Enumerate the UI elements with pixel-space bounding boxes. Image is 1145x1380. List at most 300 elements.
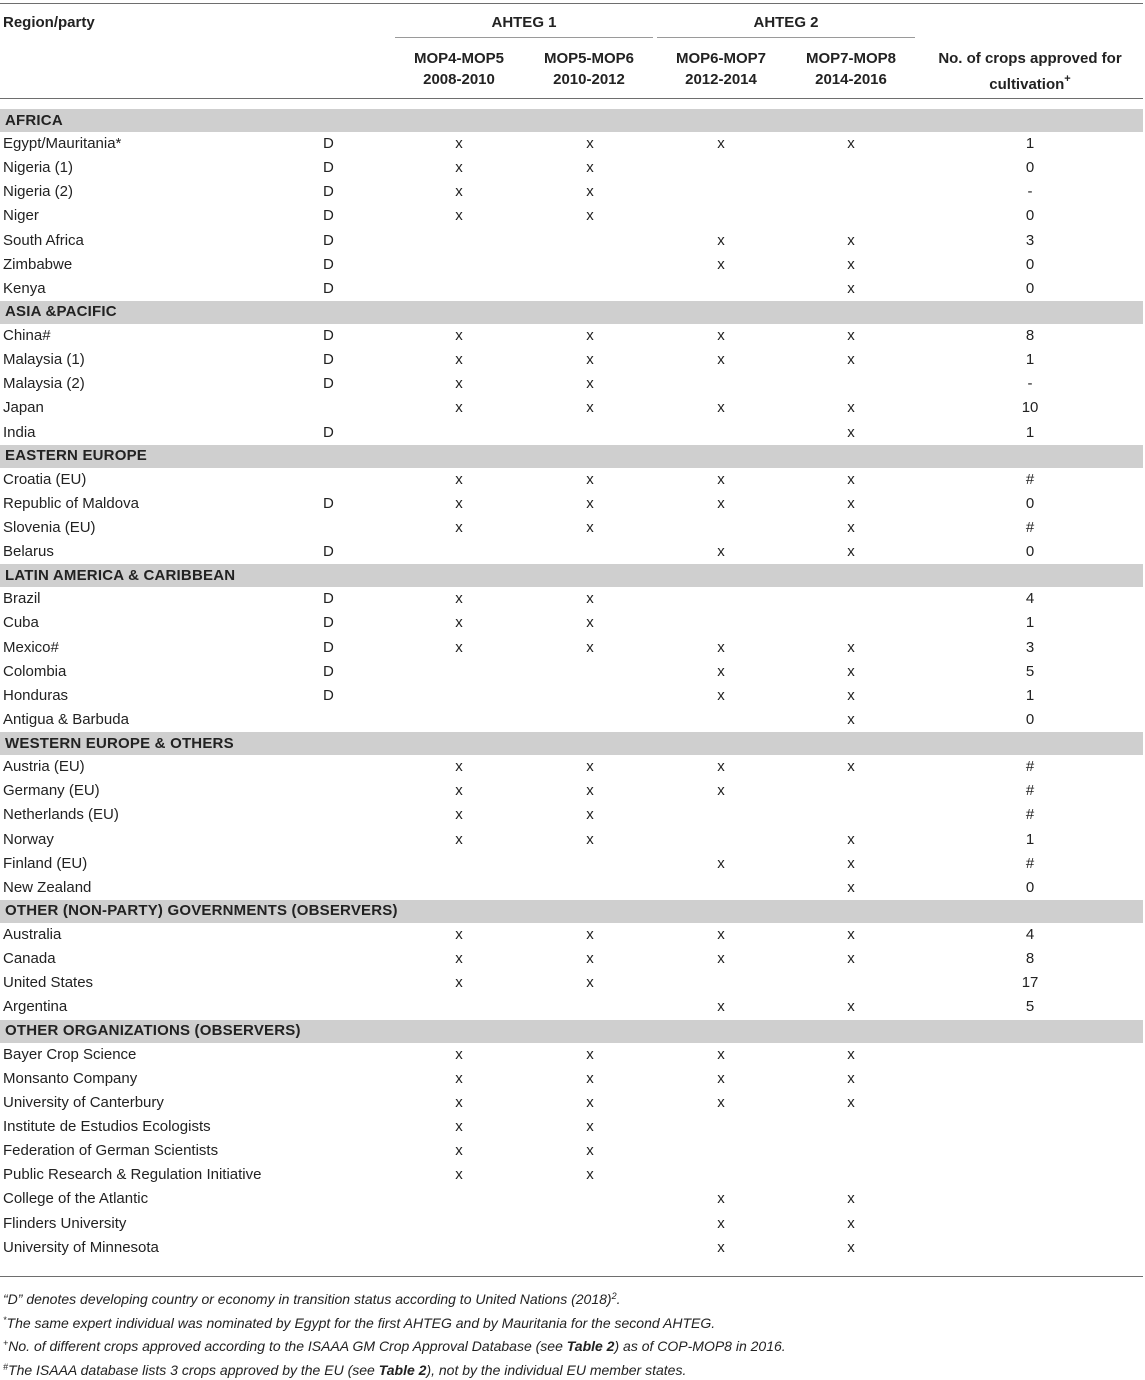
participation-mark-cell <box>395 876 523 900</box>
participation-mark-cell <box>785 372 917 396</box>
developing-status-cell: D <box>323 180 395 204</box>
table-row <box>0 396 1143 420</box>
participation-mark-cell: x <box>523 971 657 995</box>
header-col2-line2: 2010-2012 <box>525 69 653 90</box>
section-header-row <box>0 109 1143 132</box>
participation-mark-cell <box>785 1115 917 1139</box>
party-name-cell: Malaysia (1) <box>0 348 323 372</box>
participation-mark-cell <box>657 708 785 732</box>
party-name-cell: University of Minnesota <box>0 1236 323 1260</box>
crops-approved-cell: 1 <box>917 611 1143 635</box>
participation-mark-cell <box>657 971 785 995</box>
table-row <box>0 995 1143 1019</box>
party-name-cell: Australia <box>0 923 323 947</box>
participation-mark-cell <box>657 180 785 204</box>
header-region-party: Region/party <box>3 14 95 31</box>
participation-mark-cell <box>657 1115 785 1139</box>
table-row <box>0 1187 1143 1211</box>
participation-mark-cell: x <box>395 156 523 180</box>
section-header-row <box>0 732 1143 755</box>
participation-mark-cell: x <box>657 1043 785 1067</box>
participation-mark-cell: x <box>785 540 917 564</box>
section-title: WESTERN EUROPE & OTHERS <box>0 732 1143 755</box>
crops-approved-cell: - <box>917 180 1143 204</box>
participation-mark-cell: x <box>395 372 523 396</box>
party-name-cell: New Zealand <box>0 876 323 900</box>
participation-mark-cell: x <box>785 828 917 852</box>
party-name-cell: Croatia (EU) <box>0 468 323 492</box>
participation-mark-cell <box>785 156 917 180</box>
crops-approved-cell: 3 <box>917 636 1143 660</box>
participation-mark-cell: x <box>785 421 917 445</box>
crops-approved-cell: # <box>917 468 1143 492</box>
participation-mark-cell: x <box>785 755 917 779</box>
participation-mark-cell <box>785 1163 917 1187</box>
participation-mark-cell: x <box>523 372 657 396</box>
participation-mark-cell: x <box>523 779 657 803</box>
participation-mark-cell: x <box>523 803 657 827</box>
table-row <box>0 516 1143 540</box>
header-col2-line1: MOP5-MOP6 <box>525 48 653 69</box>
crops-approved-cell: 1 <box>917 132 1143 156</box>
header-crops-cultivation: cultivation <box>989 76 1064 93</box>
participation-mark-cell: x <box>657 636 785 660</box>
party-name-cell: Niger <box>0 204 323 228</box>
participation-mark-cell: x <box>657 660 785 684</box>
participation-mark-cell: x <box>785 876 917 900</box>
party-name-cell: Cuba <box>0 611 323 635</box>
participation-mark-cell: x <box>657 324 785 348</box>
participation-mark-cell: x <box>395 132 523 156</box>
participation-mark-cell: x <box>657 947 785 971</box>
participation-mark-cell <box>785 204 917 228</box>
developing-status-cell <box>323 828 395 852</box>
participation-mark-cell: x <box>657 396 785 420</box>
participation-mark-cell <box>657 372 785 396</box>
participation-mark-cell <box>395 1211 523 1235</box>
party-name-cell: India <box>0 421 323 445</box>
developing-status-cell: D <box>323 684 395 708</box>
developing-status-cell <box>323 803 395 827</box>
participation-mark-cell: x <box>785 995 917 1019</box>
participation-mark-cell: x <box>395 611 523 635</box>
table-row <box>0 660 1143 684</box>
participation-mark-cell <box>785 1139 917 1163</box>
participation-mark-cell <box>523 1236 657 1260</box>
participation-mark-cell <box>395 277 523 301</box>
table-row <box>0 708 1143 732</box>
table-row <box>0 971 1143 995</box>
crops-approved-cell: # <box>917 803 1143 827</box>
participation-mark-cell: x <box>657 684 785 708</box>
header-crops-line2 <box>920 69 1140 95</box>
participation-mark-cell <box>395 421 523 445</box>
participation-mark-cell <box>657 611 785 635</box>
participation-mark-cell: x <box>785 253 917 277</box>
party-name-cell: South Africa <box>0 229 323 253</box>
crops-approved-cell <box>917 1163 1143 1187</box>
developing-status-cell <box>323 755 395 779</box>
participation-mark-cell: x <box>395 971 523 995</box>
participation-mark-cell <box>785 180 917 204</box>
developing-status-cell <box>323 708 395 732</box>
participation-mark-cell <box>785 587 917 611</box>
participation-mark-cell <box>523 253 657 277</box>
crops-approved-cell <box>917 1043 1143 1067</box>
crops-approved-cell: 3 <box>917 229 1143 253</box>
participation-mark-cell: x <box>657 755 785 779</box>
participation-mark-cell: x <box>657 540 785 564</box>
table-row <box>0 1067 1143 1091</box>
footnote-asterisk-mark: * <box>3 1315 7 1325</box>
party-name-cell: College of the Atlantic <box>0 1187 323 1211</box>
table-row <box>0 132 1143 156</box>
developing-status-cell: D <box>323 660 395 684</box>
participation-mark-cell: x <box>785 852 917 876</box>
participation-mark-cell: x <box>523 180 657 204</box>
header-col3-line2: 2012-2014 <box>657 69 785 90</box>
footnote-plus <box>3 1333 1143 1357</box>
header-col4-line1: MOP7-MOP8 <box>787 48 915 69</box>
participation-mark-cell: x <box>657 492 785 516</box>
participation-mark-cell: x <box>657 995 785 1019</box>
participation-mark-cell <box>523 684 657 708</box>
developing-status-cell <box>323 971 395 995</box>
participation-mark-cell: x <box>523 1043 657 1067</box>
header-col1-line2: 2008-2010 <box>395 69 523 90</box>
participation-mark-cell: x <box>395 180 523 204</box>
table-row <box>0 636 1143 660</box>
developing-status-cell <box>323 1091 395 1115</box>
developing-status-cell <box>323 396 395 420</box>
header-col1-line1: MOP4-MOP5 <box>395 48 523 69</box>
participation-mark-cell <box>785 803 917 827</box>
crops-approved-cell: 4 <box>917 923 1143 947</box>
participation-mark-cell: x <box>395 1139 523 1163</box>
participation-mark-cell: x <box>657 1067 785 1091</box>
table-row <box>0 779 1143 803</box>
participation-mark-cell: x <box>523 132 657 156</box>
participation-mark-cell <box>523 540 657 564</box>
footnote-plus-text: No. of different crops approved according to the ISAAA GM Crop Approval Database (see <box>8 1338 566 1354</box>
table-row <box>0 803 1143 827</box>
participation-mark-cell: x <box>785 1091 917 1115</box>
table-row <box>0 947 1143 971</box>
developing-status-cell: D <box>323 156 395 180</box>
participation-mark-cell: x <box>785 660 917 684</box>
participation-mark-cell: x <box>785 348 917 372</box>
participation-mark-cell <box>523 277 657 301</box>
participation-mark-cell <box>395 995 523 1019</box>
developing-status-cell <box>323 1211 395 1235</box>
party-name-cell: Netherlands (EU) <box>0 803 323 827</box>
footnote-hash-table-link[interactable]: Table 2 <box>379 1362 427 1378</box>
header-group-ahteg1: AHTEG 1 <box>395 14 653 31</box>
header-col-mop4-mop5 <box>395 48 523 90</box>
footnote-hash-mark: # <box>3 1362 8 1372</box>
party-name-cell: Japan <box>0 396 323 420</box>
table-row <box>0 1139 1143 1163</box>
developing-status-cell <box>323 947 395 971</box>
developing-status-cell <box>323 516 395 540</box>
header-rule <box>0 98 1143 99</box>
developing-status-cell: D <box>323 348 395 372</box>
participation-mark-cell <box>523 995 657 1019</box>
developing-status-cell: D <box>323 611 395 635</box>
participation-mark-cell: x <box>785 396 917 420</box>
developing-status-cell: D <box>323 372 395 396</box>
party-name-cell: Monsanto Company <box>0 1067 323 1091</box>
participation-mark-cell <box>657 828 785 852</box>
developing-status-cell: D <box>323 253 395 277</box>
participation-mark-cell: x <box>657 923 785 947</box>
participation-mark-cell: x <box>785 1067 917 1091</box>
crops-approved-cell: # <box>917 516 1143 540</box>
group-underline-ahteg2 <box>657 37 915 38</box>
table-row <box>0 180 1143 204</box>
bottom-rule <box>0 1276 1143 1277</box>
participation-mark-cell: x <box>523 1163 657 1187</box>
crops-approved-cell: - <box>917 372 1143 396</box>
header-col-mop7-mop8 <box>787 48 915 90</box>
developing-status-cell: D <box>323 636 395 660</box>
crops-approved-cell: 0 <box>917 876 1143 900</box>
data-table <box>0 109 1143 1260</box>
participation-mark-cell: x <box>785 277 917 301</box>
party-name-cell: Belarus <box>0 540 323 564</box>
table-row <box>0 204 1143 228</box>
section-title: OTHER (NON-PARTY) GOVERNMENTS (OBSERVERS) <box>0 900 1143 923</box>
participation-mark-cell: x <box>785 1236 917 1260</box>
participation-mark-cell: x <box>523 923 657 947</box>
participation-mark-cell <box>657 421 785 445</box>
crops-approved-cell <box>917 1115 1143 1139</box>
participation-mark-cell: x <box>395 396 523 420</box>
table-row <box>0 468 1143 492</box>
crops-approved-cell <box>917 1139 1143 1163</box>
participation-mark-cell <box>395 708 523 732</box>
developing-status-cell <box>323 1236 395 1260</box>
crops-approved-cell: 5 <box>917 660 1143 684</box>
table-row <box>0 156 1143 180</box>
crops-approved-cell: 5 <box>917 995 1143 1019</box>
developing-status-cell <box>323 1043 395 1067</box>
footnote-hash-text: The ISAAA database lists 3 crops approved by the EU (see <box>8 1362 379 1378</box>
party-name-cell: Institute de Estudios Ecologists <box>0 1115 323 1139</box>
party-name-cell: China# <box>0 324 323 348</box>
footnotes <box>3 1286 1143 1380</box>
participation-mark-cell: x <box>523 587 657 611</box>
crops-approved-cell <box>917 1187 1143 1211</box>
footnote-d-ref: 2 <box>612 1291 617 1301</box>
table-row <box>0 611 1143 635</box>
crops-approved-cell: 10 <box>917 396 1143 420</box>
developing-status-cell: D <box>323 324 395 348</box>
crops-approved-cell: 0 <box>917 253 1143 277</box>
header-col3-line1: MOP6-MOP7 <box>657 48 785 69</box>
participation-mark-cell: x <box>785 492 917 516</box>
participation-mark-cell: x <box>657 852 785 876</box>
header-col4-line2: 2014-2016 <box>787 69 915 90</box>
participation-mark-cell: x <box>785 229 917 253</box>
party-name-cell: Nigeria (1) <box>0 156 323 180</box>
party-name-cell: Egypt/Mauritania* <box>0 132 323 156</box>
party-name-cell: Nigeria (2) <box>0 180 323 204</box>
participation-mark-cell <box>395 540 523 564</box>
participation-mark-cell: x <box>523 156 657 180</box>
party-name-cell: Public Research & Regulation Initiative <box>0 1163 323 1187</box>
footnote-d <box>3 1286 1143 1310</box>
participation-mark-cell <box>395 660 523 684</box>
participation-mark-cell: x <box>785 324 917 348</box>
party-name-cell: Colombia <box>0 660 323 684</box>
participation-mark-cell: x <box>395 204 523 228</box>
participation-mark-cell <box>657 803 785 827</box>
participation-mark-cell: x <box>523 636 657 660</box>
party-name-cell: Republic of Maldova <box>0 492 323 516</box>
header-group-ahteg2: AHTEG 2 <box>657 14 915 31</box>
party-name-cell: Honduras <box>0 684 323 708</box>
footnote-asterisk <box>3 1310 1143 1334</box>
participation-mark-cell: x <box>395 587 523 611</box>
developing-status-cell <box>323 923 395 947</box>
developing-status-cell <box>323 1139 395 1163</box>
table-row <box>0 1236 1143 1260</box>
participation-mark-cell <box>523 852 657 876</box>
participation-mark-cell: x <box>523 611 657 635</box>
participation-mark-cell <box>523 421 657 445</box>
participation-mark-cell <box>395 852 523 876</box>
section-title: LATIN AMERICA & CARIBBEAN <box>0 564 1143 587</box>
footnote-asterisk-text: The same expert individual was nominated by Egypt for the first AHTEG and by Mauritania for the second AHTEG. <box>7 1315 716 1331</box>
participation-mark-cell: x <box>395 1043 523 1067</box>
participation-mark-cell: x <box>395 947 523 971</box>
participation-mark-cell: x <box>395 348 523 372</box>
developing-status-cell <box>323 876 395 900</box>
participation-mark-cell <box>657 277 785 301</box>
participation-mark-cell: x <box>395 828 523 852</box>
participation-mark-cell: x <box>523 755 657 779</box>
participation-mark-cell: x <box>657 468 785 492</box>
table-row <box>0 1091 1143 1115</box>
table-row <box>0 1211 1143 1235</box>
party-name-cell: Kenya <box>0 277 323 301</box>
participation-mark-cell <box>523 1187 657 1211</box>
section-header-row <box>0 301 1143 324</box>
party-name-cell: Brazil <box>0 587 323 611</box>
table-row <box>0 540 1143 564</box>
participation-mark-cell: x <box>523 492 657 516</box>
section-header-row <box>0 900 1143 923</box>
participation-mark-cell <box>785 971 917 995</box>
participation-mark-cell: x <box>657 132 785 156</box>
participation-mark-cell: x <box>785 636 917 660</box>
participation-mark-cell: x <box>657 229 785 253</box>
footnote-plus-mark: + <box>3 1338 8 1348</box>
table-row <box>0 348 1143 372</box>
participation-mark-cell: x <box>657 1187 785 1211</box>
participation-mark-cell: x <box>395 1067 523 1091</box>
participation-mark-cell <box>523 708 657 732</box>
participation-mark-cell: x <box>785 468 917 492</box>
participation-mark-cell: x <box>657 348 785 372</box>
developing-status-cell <box>323 468 395 492</box>
participation-mark-cell: x <box>657 1211 785 1235</box>
participation-mark-cell: x <box>657 1091 785 1115</box>
participation-mark-cell <box>523 1211 657 1235</box>
participation-mark-cell: x <box>523 348 657 372</box>
footnote-plus-table-link[interactable]: Table 2 <box>567 1338 615 1354</box>
participation-mark-cell <box>657 516 785 540</box>
participation-mark-cell: x <box>785 947 917 971</box>
participation-mark-cell: x <box>523 1067 657 1091</box>
crops-approved-cell: 4 <box>917 587 1143 611</box>
participation-mark-cell: x <box>785 708 917 732</box>
header-crops-line1: No. of crops approved for <box>920 48 1140 69</box>
table-row <box>0 923 1143 947</box>
developing-status-cell: D <box>323 540 395 564</box>
crops-approved-cell: 0 <box>917 540 1143 564</box>
section-header-row <box>0 445 1143 468</box>
party-name-cell: University of Canterbury <box>0 1091 323 1115</box>
participation-mark-cell <box>523 229 657 253</box>
top-rule <box>0 3 1143 4</box>
party-name-cell: Bayer Crop Science <box>0 1043 323 1067</box>
participation-mark-cell: x <box>523 1091 657 1115</box>
participation-mark-cell: x <box>523 516 657 540</box>
participation-mark-cell: x <box>523 204 657 228</box>
participation-mark-cell: x <box>785 1187 917 1211</box>
table-row <box>0 229 1143 253</box>
table-row <box>0 1163 1143 1187</box>
header-crops-marker: + <box>1064 73 1070 85</box>
party-name-cell: Canada <box>0 947 323 971</box>
header-col-mop5-mop6 <box>525 48 653 90</box>
crops-approved-cell: 0 <box>917 204 1143 228</box>
crops-approved-cell: 0 <box>917 277 1143 301</box>
table-row <box>0 492 1143 516</box>
developing-status-cell <box>323 1115 395 1139</box>
participation-mark-cell: x <box>657 779 785 803</box>
table-row <box>0 852 1143 876</box>
participation-mark-cell <box>395 684 523 708</box>
crops-approved-cell: 8 <box>917 947 1143 971</box>
table-row <box>0 1043 1143 1067</box>
section-title: ASIA &PACIFIC <box>0 301 1143 324</box>
developing-status-cell <box>323 779 395 803</box>
crops-approved-cell: 0 <box>917 708 1143 732</box>
participation-mark-cell <box>657 204 785 228</box>
participation-mark-cell: x <box>785 684 917 708</box>
crops-approved-cell <box>917 1236 1143 1260</box>
participation-mark-cell: x <box>785 516 917 540</box>
participation-mark-cell: x <box>395 636 523 660</box>
developing-status-cell <box>323 852 395 876</box>
participation-mark-cell: x <box>395 779 523 803</box>
participation-mark-cell: x <box>785 132 917 156</box>
developing-status-cell: D <box>323 492 395 516</box>
crops-approved-cell <box>917 1091 1143 1115</box>
table-row <box>0 372 1143 396</box>
footnote-hash <box>3 1357 1143 1380</box>
party-name-cell: Finland (EU) <box>0 852 323 876</box>
crops-approved-cell: # <box>917 779 1143 803</box>
participation-mark-cell: x <box>785 1211 917 1235</box>
party-name-cell: Mexico# <box>0 636 323 660</box>
participation-mark-cell <box>657 876 785 900</box>
participation-mark-cell: x <box>395 803 523 827</box>
developing-status-cell <box>323 1163 395 1187</box>
